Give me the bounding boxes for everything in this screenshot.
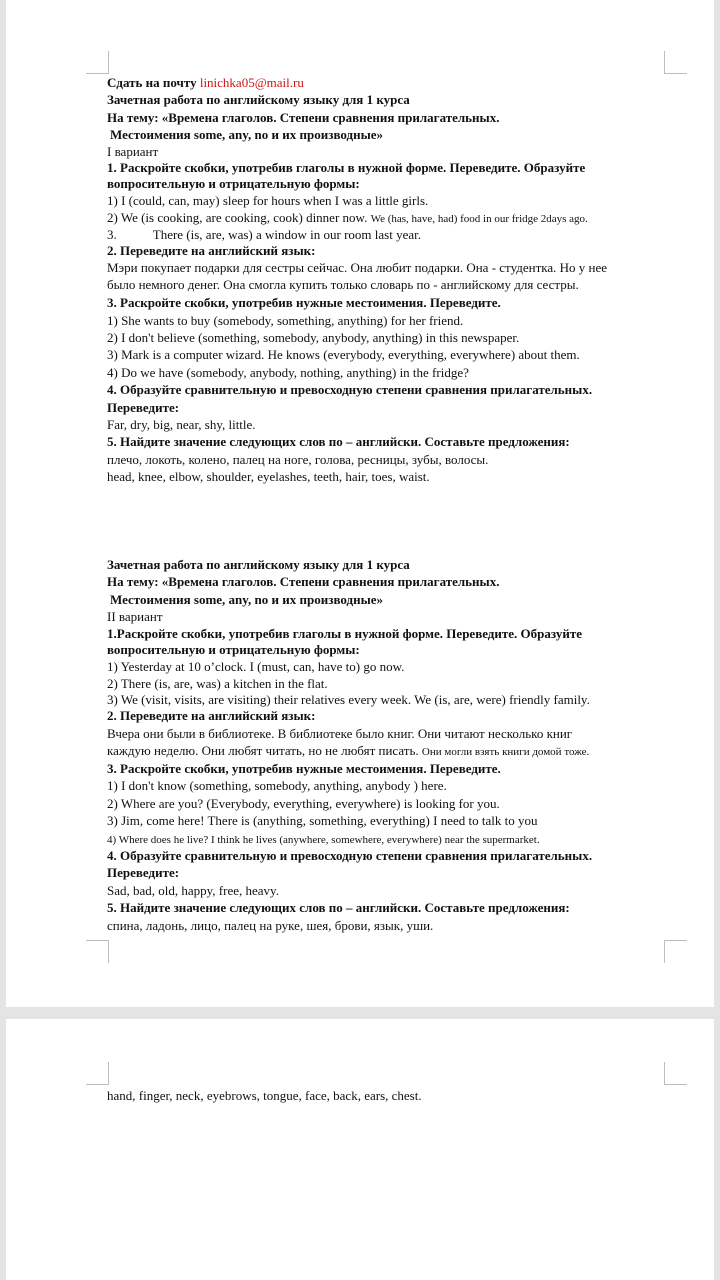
v2-topic-line1: На тему: «Времена глаголов. Степени сравнения прилагательных. (107, 574, 500, 589)
margin-mark-bottom-left (86, 940, 109, 963)
email-link[interactable]: linichka05@mail.ru (199, 75, 304, 90)
v2-task5-en: hand, finger, neck, eyebrows, tongue, face, back, ears, chest. (107, 1088, 422, 1103)
v2-task3-item2: 2) Where are you? (Everybody, everything, everywhere) is looking for you. (107, 796, 500, 811)
v2-topic-line2: Местоимения some, any, no и их производные» (110, 592, 383, 607)
v1-task5-ru: плечо, локоть, колено, палец на ноге, голова, ресницы, зубы, волосы. (107, 452, 489, 467)
v2-task3-item1: 1) I don't know (something, somebody, anything, anybody ) here. (107, 778, 447, 793)
v2-task1-item2: 2) There (is, are, was) a kitchen in the flat. (107, 676, 328, 691)
v1-title: Зачетная работа по английскому языку для 1 курса (107, 92, 410, 107)
v1-task1-item3-num: 3. (107, 227, 117, 242)
v2-variant: II вариант (107, 609, 163, 624)
v2-task4-line1: 4. Образуйте сравнительную и превосходную степени сравнения прилагательных. (107, 848, 593, 863)
document-page-2 (6, 1019, 714, 1280)
v1-task1-item3-text: There (is, are, was) a window in our room last year. (152, 227, 421, 242)
document-page-1 (6, 0, 714, 1007)
v1-topic-line1: На тему: «Времена глаголов. Степени сравнения прилагательных. (107, 110, 500, 125)
v2-task1-line1: 1.Раскройте скобки, употребив глаголы в нужной форме. Переведите. Образуйте (107, 626, 582, 641)
v1-task3-item4: 4) Do we have (somebody, anybody, nothing, anything) in the fridge? (107, 365, 469, 380)
v2-task5-heading: 5. Найдите значение следующих слов по – английски. Составьте предложения: (107, 900, 570, 915)
v2-task3-item3: 3) Jim, come here! There is (anything, something, everything) I need to talk to you (107, 813, 538, 828)
v1-task4-line1: 4. Образуйте сравнительную и превосходную степени сравнения прилагательных. (107, 382, 593, 397)
v2-task1-line2: вопросительную и отрицательную формы: (107, 642, 360, 657)
v2-task4-words: Sad, bad, old, happy, free, heavy. (107, 883, 279, 898)
v2-task2-line1: Вчера они были в библиотеке. В библиотеке было книг. Они читают несколько книг (107, 726, 573, 741)
v2-title: Зачетная работа по английскому языку для 1 курса (107, 557, 410, 572)
v1-task5-en: head, knee, elbow, shoulder, eyelashes, teeth, hair, toes, waist. (107, 469, 430, 484)
v2-task5-ru: спина, ладонь, лицо, палец на руке, шея, брови, язык, уши. (107, 918, 434, 933)
v1-task1-line1: 1. Раскройте скобки, употребив глаголы в нужной форме. Переведите. Образуйте (107, 160, 586, 175)
v1-task4-words: Far, dry, big, near, shy, little. (107, 417, 256, 432)
v1-task3-heading: 3. Раскройте скобки, употребив нужные местоимения. Переведите. (107, 295, 501, 310)
v2-task2-line2-extra: Они могли взять книги домой тоже. (421, 746, 590, 758)
v1-task2-heading: 2. Переведите на английский язык: (107, 243, 316, 258)
margin-mark-top-left (86, 51, 109, 74)
v1-task1-item2-main: 2) We (is cooking, are cooking, cook) dinner now. (107, 210, 368, 225)
v2-task1-item3: 3) We (visit, visits, are visiting) their relatives every week. We (is, are, were) friendly family. (107, 692, 590, 707)
margin-mark-bottom-right (664, 940, 687, 963)
v1-task5-heading: 5. Найдите значение следующих слов по – английски. Составьте предложения: (107, 434, 570, 449)
v1-task3-item3: 3) Mark is a computer wizard. He knows (everybody, everything, everywhere) about them. (107, 347, 580, 362)
v1-task2-line1: Мэри покупает подарки для сестры сейчас. Она любит подарки. Она - студентка. Но у нее (107, 260, 608, 275)
v2-task2-heading: 2. Переведите на английский язык: (107, 708, 316, 723)
v2-task3-item4: 4) Where does he live? I think he lives (anywhere, somewhere, everywhere) near the supermarket. (107, 834, 540, 846)
v1-task1-item2-extra: We (has, have, had) food in our fridge 2days ago. (370, 213, 588, 225)
v1-topic-line2: Местоимения some, any, no и их производные» (110, 127, 383, 142)
v1-task1-item2 (107, 210, 588, 227)
v1-task1-item3 (107, 227, 421, 243)
margin-mark-top-right (664, 1062, 687, 1085)
v1-task1-item1: 1) I (could, can, may) sleep for hours when I was a little girls. (107, 193, 429, 208)
v1-variant: I вариант (107, 144, 159, 159)
v1-task3-item1: 1) She wants to buy (somebody, something, anything) for her friend. (107, 313, 464, 328)
v1-task3-item2: 2) I don't believe (something, somebody, anybody, anything) in this newspaper. (107, 330, 520, 345)
margin-mark-top-right (664, 51, 687, 74)
margin-mark-top-left (86, 1062, 109, 1085)
v2-task1-item1: 1) Yesterday at 10 o’clock. I (must, can, have to) go now. (107, 659, 405, 674)
v1-task1-line2: вопросительную и отрицательную формы: (107, 176, 360, 191)
v2-task2-line2-main: каждую неделю. Они любят читать, но не любят писать. (107, 743, 419, 758)
submit-email-line (107, 75, 304, 91)
v2-task3-heading: 3. Раскройте скобки, употребив нужные местоимения. Переведите. (107, 761, 501, 776)
v2-task2-line2 (107, 743, 589, 760)
v2-task4-line2: Переведите: (107, 865, 180, 880)
v1-task2-line2: было немного денег. Она смогла купить только словарь по - английскому для сестры. (107, 277, 579, 292)
v1-task4-line2: Переведите: (107, 400, 180, 415)
email-label: Сдать на почту (107, 75, 197, 90)
